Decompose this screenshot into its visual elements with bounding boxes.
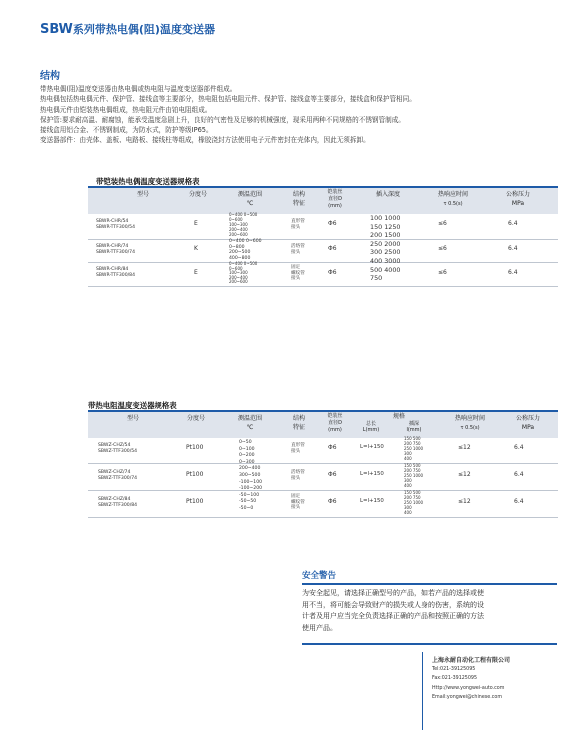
th-pressure2: MPa [511,200,525,207]
table1-title: 带铠装热电偶温度变送器规格表 [96,176,336,189]
cell-diameter: Φ6 [328,444,337,451]
table-row [88,262,558,287]
depth-item: 250 2000 [370,239,401,248]
structure-line: 带热电偶(阻)温度变送器由热电偶或热电阻与温度变送器部件组成。 [40,85,237,93]
th-response: 热响应时间 [454,415,485,422]
cell-model: SBWR-CHR/54 [96,219,129,224]
structure-item: 接头 [291,224,301,230]
th-model: 型号 [136,191,149,198]
cell-division: Pt100 [186,498,204,505]
warning-line: 使用产品。 [302,623,337,632]
cell-model: SBWZ-CHZ/74 [98,470,131,475]
cell-response: ≤6 [438,245,447,252]
structure-item: 接头 [291,505,301,511]
cell-division: E [194,220,198,227]
cell-pressure: 6.4 [514,498,524,505]
depth-item: 100 1000 [370,214,401,222]
th-spec: 规格 [392,413,405,420]
cell-depth [404,490,423,515]
contact-web[interactable]: Http://www.yongwei-auto.com [432,685,505,691]
th-depth: 插入深度 [375,191,400,198]
page-title [40,21,215,37]
range-item: 400~800 [229,255,251,261]
range-item: 0~400 0~600 [229,239,262,244]
cell-pressure: 6.4 [514,444,524,451]
cell-structure [291,219,305,230]
cell-model: SBWZ-CHZ/54 [98,443,131,448]
cell-depth [404,463,423,488]
range-item: 0~400 0~500 [229,261,258,266]
depth-item: 300 [404,451,412,456]
cell-response: ≤12 [458,444,471,451]
structure-item: 接头 [291,249,301,255]
cell-model: SBWR-TTF300/84 [96,273,136,278]
depth-item: 150 500 [404,490,421,495]
cell-model: SBWZ-CHZ/84 [98,497,131,502]
cell-diameter: Φ6 [328,245,337,252]
th-total2: L(mm) [362,427,380,433]
cell-model: SBWR-CHR/74 [96,244,129,249]
depth-item: 500 4000 [370,265,401,274]
th-range-unit: ℃ [246,424,254,431]
range-item: 200~600 [229,279,248,285]
th-total: 总长 [365,421,376,427]
table2-title: 带热电阻温度变送器规格表 [88,400,328,413]
structure-item: 直形管 [291,219,305,224]
cell-range-list [239,440,262,513]
table-row [88,239,558,263]
range-item: 0~600 [229,265,243,271]
range-item: -100~100 [239,479,263,485]
range-item: 0~50 [239,440,252,445]
company-name: 上海永耐自动化工程有限公司 [432,657,511,664]
th-diameter3: (mm) [328,203,342,209]
cell-diameter: Φ6 [328,498,337,505]
brand: SBW [40,22,73,37]
warning-title: 安全警告 [302,571,337,581]
table-row [88,436,558,464]
range-item: 0~600 [229,217,243,222]
depth-item: 200 750 [404,468,421,473]
cell-structure [291,265,305,282]
range-item: 0~800 [229,244,245,250]
cell-response: ≤12 [458,471,471,478]
range-item: 200~400 [229,227,248,232]
warning-text [302,588,557,634]
cell-response: ≤12 [458,498,471,505]
structure-item: 固定 [291,494,301,499]
range-item: 0~100 [239,446,255,452]
cell-response: ≤6 [438,220,447,227]
th-range: 测温范围 [237,191,262,198]
range-item: 200~400 [229,274,248,280]
depth-item: 150 1250 [370,222,401,231]
cell-total: L=l+150 [360,444,384,450]
cell-model: SBWR-CHR/84 [96,267,129,272]
section-heading-structure: 结构 [40,71,60,82]
cell-range [229,262,257,285]
cell-division: Pt100 [186,471,204,478]
contact-email[interactable]: Email:yongwei@chinese.com [432,694,503,700]
th-response2: τ 0.5(s) [443,201,463,207]
cell-depth-list [370,214,401,283]
cell-pressure: 6.4 [508,269,518,276]
cell-model: SBWZ-TTF300/84 [98,503,138,508]
table-row [88,463,558,491]
table-row [88,490,558,518]
th-model: 型号 [126,415,139,422]
cell-response: ≤6 [438,269,447,276]
cell-diameter: Φ6 [328,269,337,276]
cell-division: K [194,245,198,252]
structure-paragraph [40,84,550,146]
structure-item: 活络管 [291,244,305,249]
structure-item: 直形管 [291,443,305,448]
range-item: -50~50 [239,499,257,505]
th-pressure: 公称压力 [515,415,540,422]
warning-line: 用不当，将可能会导致财产的损失或人身的伤害，系统的设 [302,600,484,609]
depth-item: 200 750 [404,441,421,446]
range-item: 200~600 [229,232,248,237]
th-response: 热响应时间 [437,191,468,198]
cell-diameter: Φ6 [328,471,337,478]
th-depth2: l(mm) [406,427,422,433]
th-diameter2: 直径D [328,420,342,426]
th-diameter: 铠装丝 [327,189,343,195]
contact-tel: Tel:021-39125095 [432,667,476,673]
structure-line: 保护管:要求耐高温、耐腐蚀，能承受温度急剧上升，良好的气密性及足够的机械强度，现采用两种不同规格的不锈钢管制成。 [40,115,405,124]
th-division: 分度号 [186,415,205,422]
depth-item: 400 3000 [370,256,401,265]
range-item: 0~400 0~500 [229,212,258,217]
depth-item: 400 [404,510,412,515]
cell-range [229,239,262,261]
range-item: -100~200 [239,486,263,492]
cell-structure [291,470,305,481]
structure-line: 变送器部件：由壳体、盖板、电路板、接线柱等组成，橡胶浇封方法使用电子元件密封在壳体内，因此无须拆卸。 [40,136,370,145]
structure-line: 热电偶包括热电偶元件、保护管、接线盒等主要部分，热电阻包括电阻元件、保护管、接线盒等主要部分，接线盒和保护管相同。 [40,95,416,104]
range-item: 0~200 [239,453,255,459]
depth-item: 750 [370,274,383,283]
th-structure2: 特征 [292,424,305,431]
table-row [88,212,558,240]
depth-item: 300 [404,478,412,483]
cell-model: SBWR-TTF300/54 [96,225,136,230]
range-item: 0~300 [239,459,255,465]
cell-division: Pt100 [186,444,204,451]
cell-pressure: 6.4 [508,220,518,227]
th-pressure: 公称压力 [505,191,530,198]
range-item: -50~0 [239,505,254,511]
structure-item: 接头 [291,475,301,481]
contact-fax: Fax:021-39125095 [432,676,478,682]
range-item: 100~300 [229,222,248,227]
range-item: 100~300 [229,270,248,276]
cell-structure [291,244,305,255]
range-item: -50~100 [239,492,260,498]
th-range-unit: ℃ [246,200,254,207]
cell-model: SBWZ-TTF300/54 [98,449,138,454]
structure-item: 螺纹管 [291,270,305,276]
depth-item: 150 500 [404,436,421,441]
structure-item: 活络管 [291,470,305,475]
depth-item: 300 [404,505,412,510]
cell-model: SBWR-TTF300/74 [96,250,136,255]
structure-item: 接头 [291,276,301,282]
warning-line: 计者及用户应当完全负责选择正确的产品和按照正确的方法 [302,612,484,621]
depth-item: 200 1500 [370,231,401,240]
structure-item: 固定 [291,265,301,270]
th-pressure2: MPa [521,424,535,431]
th-diameter2: 直径D [328,196,342,202]
th-structure2: 特征 [292,200,305,207]
cell-pressure: 6.4 [508,245,518,252]
th-diameter: 铠装丝 [327,413,343,419]
range-item: 200~400 [239,466,261,472]
cell-structure [291,443,305,454]
depth-item: 250 1000 [404,500,424,505]
range-item: 300~500 [239,472,261,478]
cell-total: L=l+150 [360,498,384,504]
depth-item: 200 750 [404,495,421,500]
th-diameter3: (mm) [328,427,342,433]
cell-division: E [194,269,198,276]
structure-item: 接头 [291,448,301,454]
depth-item: 400 [404,483,412,488]
table2-header [88,410,558,438]
cell-diameter: Φ6 [328,220,337,227]
th-depth: 插深 [408,421,419,427]
th-division: 分度号 [188,191,207,198]
structure-line: 热电偶元件由铠装热电偶组成，热电阻元件由铂电阻组成。 [40,105,212,114]
contact-info [432,656,510,702]
th-range: 测温范围 [237,415,262,422]
depth-item: 250 1000 [404,473,424,478]
table1-header [88,186,558,214]
cell-model: SBWZ-TTF300/74 [98,476,138,481]
depth-item: 300 2500 [370,248,401,257]
cell-range [229,212,257,237]
th-response2: τ 0.5(s) [460,425,480,431]
cell-depth [404,436,423,461]
depth-item: 150 500 [404,463,421,468]
cell-pressure: 6.4 [514,471,524,478]
cell-structure [291,494,305,511]
structure-line: 接线盒用铝合金、不锈钢制成，为防水式，防护等级IP65。 [40,126,213,135]
depth-item: 400 [404,456,412,461]
th-structure: 结构 [292,415,305,422]
structure-item: 螺纹管 [291,499,305,505]
depth-item: 250 1000 [404,446,424,451]
th-structure: 结构 [292,191,305,198]
warning-line: 为安全起见，请选择正确型号的产品，如若产品的选择或使 [302,589,484,597]
cell-total: L=l+150 [360,471,384,477]
range-item: 200~500 [229,250,251,256]
contact-divider [422,652,423,730]
page-subtitle: 系列带热电偶(阻)温度变送器 [72,23,215,36]
